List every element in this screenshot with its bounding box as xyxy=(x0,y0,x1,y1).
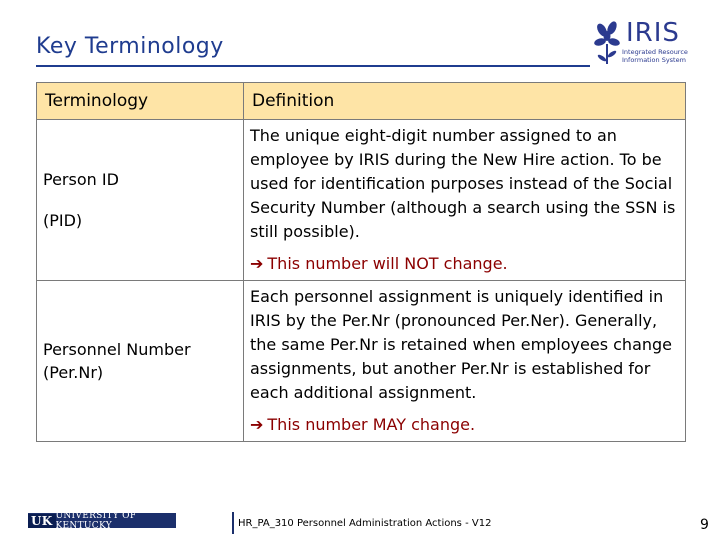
definition-note xyxy=(250,252,679,276)
right-arrow-icon: ➔ xyxy=(250,254,264,273)
right-arrow-icon: ➔ xyxy=(250,415,264,434)
term-abbreviation: (PID) xyxy=(43,211,83,230)
terminology-table xyxy=(36,82,686,442)
term-cell xyxy=(37,281,244,442)
definition-cell xyxy=(244,120,686,281)
note-text: This number will NOT change. xyxy=(267,254,508,273)
definition-text: Each personnel assignment is uniquely identified in IRIS by the Per.Nr (pronounced Per.Ner). Generally, the same Per.Nr is retained when employees change assignments, but another Per.Nr is established for each additional assignment. xyxy=(250,287,673,402)
term-cell xyxy=(37,120,244,281)
uk-logo-abbr: UK xyxy=(28,514,56,528)
table-row xyxy=(37,281,686,442)
uk-logo-text: UNIVERSITY OF KENTUCKY xyxy=(55,510,137,531)
document-name: HR_PA_310 Personnel Administration Actions - V12 xyxy=(238,518,492,529)
title-underline xyxy=(36,65,590,67)
table-header-row xyxy=(37,83,686,120)
column-header-definition: Definition xyxy=(244,83,686,120)
uk-logo-icon xyxy=(28,510,176,531)
definition-note xyxy=(250,413,679,437)
logo-subtitle-1: Integrated Resource xyxy=(622,48,688,56)
term-name: Person ID xyxy=(43,169,119,189)
note-text: This number MAY change. xyxy=(267,415,476,434)
column-header-terminology: Terminology xyxy=(37,83,244,120)
term-abbreviation: (Per.Nr) xyxy=(43,363,104,382)
page-number: 9 xyxy=(700,517,709,533)
logo-subtitle-2: Information System xyxy=(622,56,686,64)
table-row xyxy=(37,120,686,281)
footer-divider xyxy=(232,512,234,534)
term-name: Personnel Number xyxy=(43,339,191,359)
definition-text: The unique eight-digit number assigned to an employee by IRIS during the New Hire action. To be used for identification purposes instead of the Social Security Number (although a search using the SSN is still possible). xyxy=(250,126,676,241)
logo-wordmark: IRIS xyxy=(626,18,680,48)
definition-cell xyxy=(244,281,686,442)
slide-title: Key Terminology xyxy=(36,34,224,59)
